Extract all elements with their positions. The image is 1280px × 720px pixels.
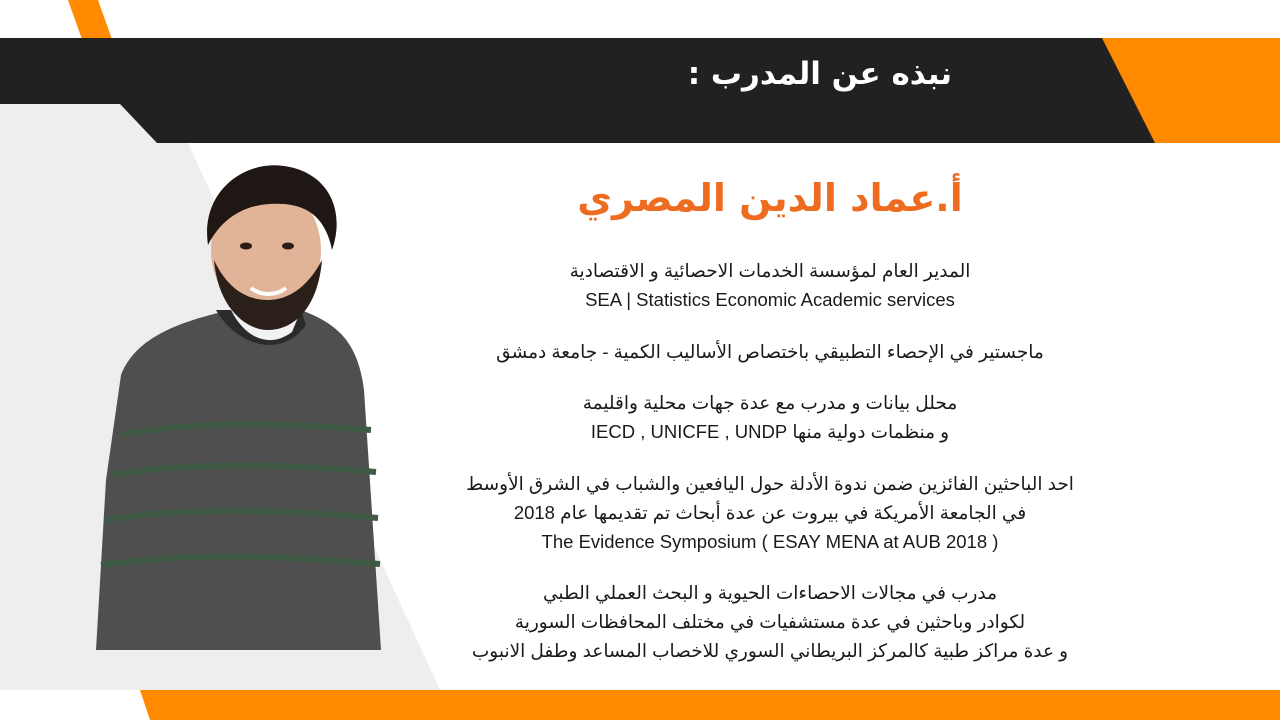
bottom-band (140, 690, 1280, 720)
award-line: احد الباحثين الفائزين ضمن ندوة الأدلة حول اليافعين والشباب في الشرق الأوسط (466, 473, 1074, 494)
symposium-line: The Evidence Symposium ( ESAY MENA at AUB 2018 ) (541, 531, 999, 552)
role-line: المدير العام لمؤسسة الخدمات الاحصائية و الاقتصادية (569, 260, 971, 281)
award-detail-line: في الجامعة الأمريكة في بيروت عن عدة أبحاث تم تقديمها عام 2018 (513, 502, 1027, 523)
degree-line: ماجستير في الإحصاء التطبيقي باختصاص الأساليب الكمية - جامعة دمشق (496, 341, 1044, 362)
trainer-name: أ.عماد الدين المصري (577, 176, 963, 220)
training-centers-line: و عدة مراكز طبية كالمركز البريطاني السوري للاخصاب المساعد وطفل الانبوب (471, 640, 1069, 661)
analyst-block (400, 388, 1140, 446)
analyst-line: محلل بيانات و مدرب مع عدة جهات محلية واقليمة (582, 392, 958, 413)
page-title: نبذه عن المدرب : (687, 56, 952, 92)
organizations-line: و منظمات دولية منها IECD , UNICFE , UNDP (590, 421, 950, 442)
training-line: مدرب في مجالات الاحصاءات الحيوية و البحث العملي الطبي (542, 582, 998, 603)
training-block (400, 578, 1140, 665)
training-audience-line: لكوادر وباحثين في عدة مستشفيات في مختلف المحافظات السورية (514, 611, 1026, 632)
trainer-photo (96, 160, 381, 650)
role-block (400, 256, 1140, 314)
organization-line: SEA | Statistics Economic Academic services (585, 289, 955, 310)
degree-block (400, 337, 1140, 366)
award-block (400, 469, 1140, 556)
